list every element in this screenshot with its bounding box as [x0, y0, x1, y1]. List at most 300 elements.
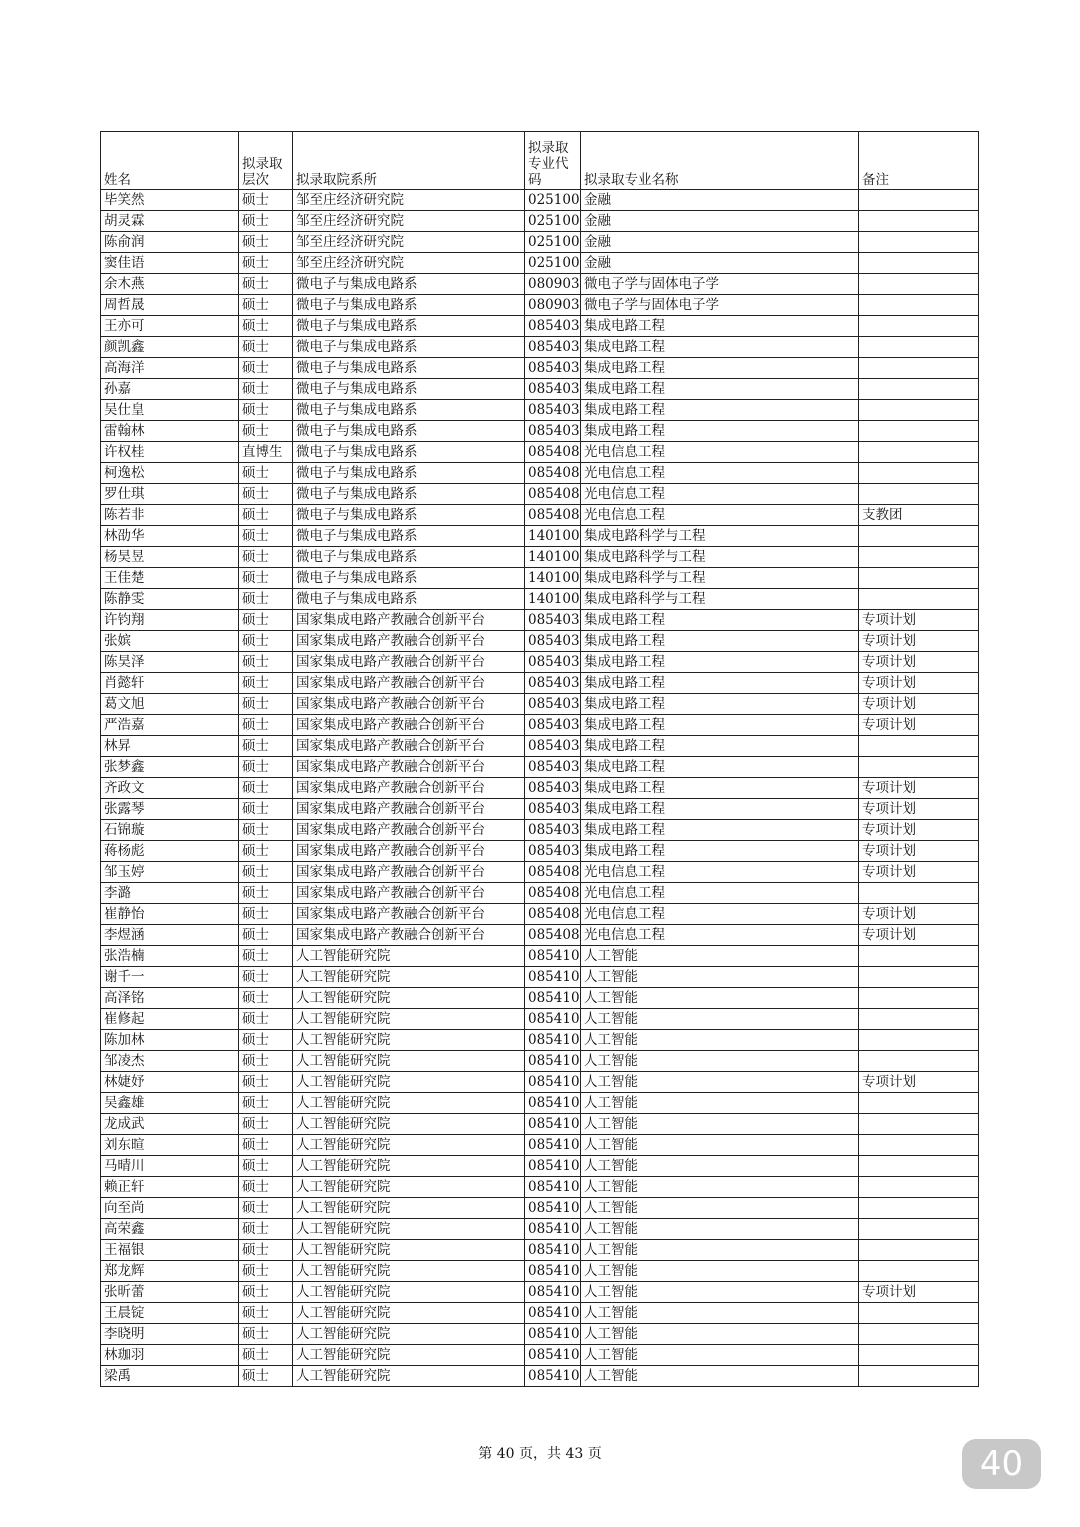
cell-dept: 人工智能研究院 — [293, 1051, 525, 1072]
table-row — [101, 1156, 979, 1177]
cell-name: 张露琴 — [101, 799, 239, 820]
cell-level: 硕士 — [239, 1156, 293, 1177]
cell-dept: 微电子与集成电路系 — [293, 337, 525, 358]
cell-name: 郑龙辉 — [101, 1261, 239, 1282]
table-row — [101, 358, 979, 379]
cell-note — [859, 358, 979, 379]
table-row — [101, 988, 979, 1009]
table-row — [101, 1051, 979, 1072]
cell-code: 085408 — [525, 862, 581, 883]
cell-level: 硕士 — [239, 1345, 293, 1366]
cell-name: 向至尚 — [101, 1198, 239, 1219]
cell-code: 085410 — [525, 1324, 581, 1345]
header-code: 拟录取专业代码 — [525, 132, 581, 190]
cell-code: 140100 — [525, 568, 581, 589]
cell-name: 陈昊泽 — [101, 652, 239, 673]
cell-note — [859, 526, 979, 547]
cell-dept: 国家集成电路产教融合创新平台 — [293, 652, 525, 673]
table-row — [101, 757, 979, 778]
cell-note — [859, 1114, 979, 1135]
cell-name: 张昕蕾 — [101, 1282, 239, 1303]
cell-level: 硕士 — [239, 694, 293, 715]
cell-note: 专项计划 — [859, 631, 979, 652]
cell-major: 人工智能 — [581, 1282, 859, 1303]
cell-code: 085403 — [525, 757, 581, 778]
table-row — [101, 232, 979, 253]
cell-code: 085410 — [525, 1366, 581, 1387]
header-level: 拟录取层次 — [239, 132, 293, 190]
cell-code: 025100 — [525, 211, 581, 232]
cell-name: 赖正轩 — [101, 1177, 239, 1198]
cell-name: 林劭华 — [101, 526, 239, 547]
cell-code: 085403 — [525, 610, 581, 631]
table-row — [101, 1030, 979, 1051]
cell-major: 人工智能 — [581, 1240, 859, 1261]
table-row — [101, 253, 979, 274]
cell-dept: 人工智能研究院 — [293, 1345, 525, 1366]
cell-dept: 微电子与集成电路系 — [293, 547, 525, 568]
cell-code: 085410 — [525, 1156, 581, 1177]
cell-major: 光电信息工程 — [581, 484, 859, 505]
cell-level: 硕士 — [239, 274, 293, 295]
cell-dept: 邹至庄经济研究院 — [293, 211, 525, 232]
table-row — [101, 715, 979, 736]
cell-level: 硕士 — [239, 316, 293, 337]
cell-note — [859, 1177, 979, 1198]
cell-dept: 微电子与集成电路系 — [293, 379, 525, 400]
cell-major: 集成电路工程 — [581, 631, 859, 652]
cell-note — [859, 1324, 979, 1345]
cell-major: 集成电路科学与工程 — [581, 589, 859, 610]
cell-major: 集成电路科学与工程 — [581, 547, 859, 568]
cell-dept: 人工智能研究院 — [293, 1114, 525, 1135]
header-row — [101, 132, 979, 190]
table-row — [101, 1177, 979, 1198]
cell-note — [859, 211, 979, 232]
cell-dept: 微电子与集成电路系 — [293, 589, 525, 610]
cell-code: 085403 — [525, 316, 581, 337]
table-row — [101, 400, 979, 421]
cell-major: 集成电路科学与工程 — [581, 526, 859, 547]
cell-level: 硕士 — [239, 1009, 293, 1030]
table-row — [101, 463, 979, 484]
cell-dept: 人工智能研究院 — [293, 967, 525, 988]
table-row — [101, 274, 979, 295]
cell-major: 集成电路工程 — [581, 379, 859, 400]
cell-dept: 人工智能研究院 — [293, 1240, 525, 1261]
cell-code: 085403 — [525, 673, 581, 694]
cell-level: 硕士 — [239, 988, 293, 1009]
header-note: 备注 — [859, 132, 979, 190]
cell-major: 金融 — [581, 211, 859, 232]
cell-dept: 微电子与集成电路系 — [293, 274, 525, 295]
cell-name: 孙嘉 — [101, 379, 239, 400]
cell-code: 085410 — [525, 1072, 581, 1093]
cell-name: 崔修起 — [101, 1009, 239, 1030]
cell-note — [859, 484, 979, 505]
cell-major: 人工智能 — [581, 988, 859, 1009]
cell-dept: 微电子与集成电路系 — [293, 505, 525, 526]
table-row — [101, 1345, 979, 1366]
table-row — [101, 547, 979, 568]
cell-code: 085410 — [525, 1051, 581, 1072]
cell-level: 硕士 — [239, 1030, 293, 1051]
cell-major: 人工智能 — [581, 1177, 859, 1198]
cell-name: 陈静雯 — [101, 589, 239, 610]
cell-note — [859, 1345, 979, 1366]
cell-name: 张梦鑫 — [101, 757, 239, 778]
cell-major: 光电信息工程 — [581, 463, 859, 484]
cell-code: 085403 — [525, 400, 581, 421]
cell-level: 硕士 — [239, 778, 293, 799]
cell-name: 张浩楠 — [101, 946, 239, 967]
cell-note — [859, 1240, 979, 1261]
cell-note — [859, 568, 979, 589]
cell-code: 085408 — [525, 904, 581, 925]
cell-note: 专项计划 — [859, 1072, 979, 1093]
cell-note — [859, 295, 979, 316]
cell-code: 085403 — [525, 778, 581, 799]
cell-code: 085410 — [525, 1114, 581, 1135]
table-row — [101, 1261, 979, 1282]
cell-name: 杨昊昱 — [101, 547, 239, 568]
cell-major: 集成电路工程 — [581, 673, 859, 694]
cell-level: 硕士 — [239, 337, 293, 358]
cell-dept: 人工智能研究院 — [293, 1324, 525, 1345]
cell-note — [859, 1219, 979, 1240]
cell-major: 集成电路工程 — [581, 421, 859, 442]
cell-dept: 国家集成电路产教融合创新平台 — [293, 820, 525, 841]
cell-level: 硕士 — [239, 547, 293, 568]
cell-code: 085410 — [525, 1198, 581, 1219]
table-row — [101, 820, 979, 841]
cell-level: 硕士 — [239, 400, 293, 421]
table-row — [101, 211, 979, 232]
table-row — [101, 799, 979, 820]
cell-level: 硕士 — [239, 1177, 293, 1198]
cell-dept: 人工智能研究院 — [293, 1198, 525, 1219]
cell-major: 人工智能 — [581, 1051, 859, 1072]
cell-note — [859, 463, 979, 484]
cell-name: 许权桂 — [101, 442, 239, 463]
cell-note — [859, 1030, 979, 1051]
table-body — [101, 190, 979, 1387]
cell-code: 085403 — [525, 358, 581, 379]
cell-dept: 邹至庄经济研究院 — [293, 232, 525, 253]
cell-level: 硕士 — [239, 799, 293, 820]
cell-name: 余木燕 — [101, 274, 239, 295]
cell-level: 硕士 — [239, 862, 293, 883]
cell-level: 硕士 — [239, 463, 293, 484]
cell-level: 硕士 — [239, 232, 293, 253]
cell-note — [859, 316, 979, 337]
cell-code: 085410 — [525, 1345, 581, 1366]
table-row — [101, 1198, 979, 1219]
cell-note — [859, 967, 979, 988]
cell-note — [859, 988, 979, 1009]
table-row — [101, 526, 979, 547]
header-name: 姓名 — [101, 132, 239, 190]
cell-level: 硕士 — [239, 841, 293, 862]
cell-note: 专项计划 — [859, 1282, 979, 1303]
cell-code: 085403 — [525, 841, 581, 862]
cell-major: 金融 — [581, 232, 859, 253]
cell-note: 专项计划 — [859, 925, 979, 946]
cell-code: 085410 — [525, 1240, 581, 1261]
cell-name: 陈加林 — [101, 1030, 239, 1051]
table-row — [101, 337, 979, 358]
cell-major: 光电信息工程 — [581, 904, 859, 925]
cell-code: 140100 — [525, 526, 581, 547]
cell-code: 085410 — [525, 1219, 581, 1240]
cell-level: 硕士 — [239, 820, 293, 841]
table-row — [101, 631, 979, 652]
cell-name: 胡灵霖 — [101, 211, 239, 232]
cell-level: 硕士 — [239, 652, 293, 673]
cell-level: 硕士 — [239, 925, 293, 946]
cell-dept: 人工智能研究院 — [293, 1093, 525, 1114]
cell-note: 专项计划 — [859, 904, 979, 925]
cell-dept: 人工智能研究院 — [293, 1072, 525, 1093]
table-row — [101, 610, 979, 631]
cell-note — [859, 232, 979, 253]
cell-code: 085410 — [525, 1093, 581, 1114]
cell-level: 硕士 — [239, 757, 293, 778]
table-row — [101, 1135, 979, 1156]
cell-major: 集成电路工程 — [581, 694, 859, 715]
table-row — [101, 673, 979, 694]
cell-major: 人工智能 — [581, 1156, 859, 1177]
cell-note: 专项计划 — [859, 778, 979, 799]
cell-major: 集成电路科学与工程 — [581, 568, 859, 589]
cell-name: 刘东暄 — [101, 1135, 239, 1156]
table-row — [101, 1114, 979, 1135]
cell-name: 罗仕琪 — [101, 484, 239, 505]
table-row — [101, 589, 979, 610]
cell-note — [859, 1261, 979, 1282]
cell-major: 人工智能 — [581, 1219, 859, 1240]
table-row — [101, 505, 979, 526]
cell-major: 人工智能 — [581, 1345, 859, 1366]
cell-code: 085403 — [525, 337, 581, 358]
cell-note — [859, 1366, 979, 1387]
table-row — [101, 1240, 979, 1261]
cell-note — [859, 253, 979, 274]
cell-major: 光电信息工程 — [581, 862, 859, 883]
cell-level: 硕士 — [239, 967, 293, 988]
cell-code: 085408 — [525, 463, 581, 484]
cell-dept: 微电子与集成电路系 — [293, 568, 525, 589]
cell-name: 谢千一 — [101, 967, 239, 988]
cell-name: 雷翰林 — [101, 421, 239, 442]
cell-dept: 国家集成电路产教融合创新平台 — [293, 694, 525, 715]
table-row — [101, 379, 979, 400]
table-row — [101, 568, 979, 589]
table-row — [101, 1324, 979, 1345]
cell-level: 硕士 — [239, 1093, 293, 1114]
cell-major: 人工智能 — [581, 1135, 859, 1156]
table-row — [101, 841, 979, 862]
cell-name: 肖懿轩 — [101, 673, 239, 694]
cell-code: 085410 — [525, 946, 581, 967]
cell-note — [859, 589, 979, 610]
cell-name: 林昇 — [101, 736, 239, 757]
cell-name: 王亦可 — [101, 316, 239, 337]
table-row — [101, 1219, 979, 1240]
cell-code: 085408 — [525, 484, 581, 505]
cell-major: 人工智能 — [581, 1366, 859, 1387]
cell-level: 硕士 — [239, 379, 293, 400]
cell-code: 085403 — [525, 820, 581, 841]
cell-dept: 国家集成电路产教融合创新平台 — [293, 862, 525, 883]
cell-level: 硕士 — [239, 1135, 293, 1156]
cell-major: 集成电路工程 — [581, 610, 859, 631]
cell-level: 硕士 — [239, 673, 293, 694]
table-row — [101, 694, 979, 715]
table-row — [101, 778, 979, 799]
cell-note — [859, 442, 979, 463]
cell-note — [859, 274, 979, 295]
cell-major: 人工智能 — [581, 1198, 859, 1219]
cell-level: 硕士 — [239, 631, 293, 652]
table-row — [101, 1303, 979, 1324]
cell-dept: 微电子与集成电路系 — [293, 421, 525, 442]
cell-code: 140100 — [525, 547, 581, 568]
cell-dept: 国家集成电路产教融合创新平台 — [293, 757, 525, 778]
cell-dept: 微电子与集成电路系 — [293, 484, 525, 505]
cell-level: 硕士 — [239, 295, 293, 316]
page-footer: 第 40 页，共 43 页 — [478, 1446, 602, 1462]
cell-code: 025100 — [525, 190, 581, 211]
cell-name: 邹玉婷 — [101, 862, 239, 883]
cell-note — [859, 1303, 979, 1324]
cell-name: 林婕妤 — [101, 1072, 239, 1093]
cell-level: 硕士 — [239, 1303, 293, 1324]
cell-major: 金融 — [581, 253, 859, 274]
table-row — [101, 190, 979, 211]
table-row — [101, 967, 979, 988]
cell-code: 085410 — [525, 967, 581, 988]
cell-name: 高荣鑫 — [101, 1219, 239, 1240]
cell-code: 025100 — [525, 253, 581, 274]
cell-level: 硕士 — [239, 1114, 293, 1135]
cell-code: 085410 — [525, 1261, 581, 1282]
cell-major: 集成电路工程 — [581, 652, 859, 673]
cell-major: 集成电路工程 — [581, 400, 859, 421]
cell-note — [859, 883, 979, 904]
cell-dept: 人工智能研究院 — [293, 1135, 525, 1156]
cell-note — [859, 1135, 979, 1156]
cell-major: 人工智能 — [581, 1261, 859, 1282]
cell-note: 专项计划 — [859, 799, 979, 820]
cell-code: 085408 — [525, 925, 581, 946]
cell-code: 085410 — [525, 1030, 581, 1051]
table-row — [101, 946, 979, 967]
cell-major: 集成电路工程 — [581, 736, 859, 757]
cell-name: 石锦璇 — [101, 820, 239, 841]
cell-major: 人工智能 — [581, 1324, 859, 1345]
cell-name: 许钧翔 — [101, 610, 239, 631]
header-major: 拟录取专业名称 — [581, 132, 859, 190]
cell-level: 硕士 — [239, 1366, 293, 1387]
cell-name: 颜凯鑫 — [101, 337, 239, 358]
cell-level: 硕士 — [239, 736, 293, 757]
cell-code: 085403 — [525, 799, 581, 820]
cell-name: 周哲晟 — [101, 295, 239, 316]
cell-name: 高海洋 — [101, 358, 239, 379]
cell-dept: 人工智能研究院 — [293, 1261, 525, 1282]
cell-name: 龙成武 — [101, 1114, 239, 1135]
cell-name: 陈俞润 — [101, 232, 239, 253]
cell-note: 专项计划 — [859, 862, 979, 883]
cell-code: 025100 — [525, 232, 581, 253]
cell-dept: 国家集成电路产教融合创新平台 — [293, 610, 525, 631]
table-row — [101, 904, 979, 925]
cell-name: 严浩嘉 — [101, 715, 239, 736]
cell-major: 人工智能 — [581, 1009, 859, 1030]
cell-name: 李煜涵 — [101, 925, 239, 946]
cell-code: 085410 — [525, 1177, 581, 1198]
cell-dept: 邹至庄经济研究院 — [293, 190, 525, 211]
cell-code: 085403 — [525, 736, 581, 757]
cell-code: 085403 — [525, 715, 581, 736]
cell-dept: 微电子与集成电路系 — [293, 526, 525, 547]
cell-note — [859, 946, 979, 967]
cell-level: 硕士 — [239, 904, 293, 925]
cell-name: 林珈羽 — [101, 1345, 239, 1366]
page-number-badge: 40 — [962, 1439, 1041, 1489]
cell-note — [859, 379, 979, 400]
cell-major: 集成电路工程 — [581, 715, 859, 736]
cell-name: 葛文旭 — [101, 694, 239, 715]
cell-name: 吴仕皇 — [101, 400, 239, 421]
cell-code: 085403 — [525, 694, 581, 715]
cell-major: 光电信息工程 — [581, 442, 859, 463]
cell-name: 毕笑然 — [101, 190, 239, 211]
cell-note — [859, 1093, 979, 1114]
cell-dept: 人工智能研究院 — [293, 1366, 525, 1387]
cell-dept: 微电子与集成电路系 — [293, 442, 525, 463]
cell-level: 硕士 — [239, 190, 293, 211]
cell-major: 集成电路工程 — [581, 337, 859, 358]
cell-level: 硕士 — [239, 1240, 293, 1261]
cell-code: 085403 — [525, 631, 581, 652]
cell-code: 085410 — [525, 988, 581, 1009]
cell-dept: 微电子与集成电路系 — [293, 316, 525, 337]
table-row — [101, 736, 979, 757]
cell-note — [859, 1009, 979, 1030]
header-dept: 拟录取院系所 — [293, 132, 525, 190]
table-row — [101, 442, 979, 463]
cell-name: 李潞 — [101, 883, 239, 904]
cell-major: 集成电路工程 — [581, 358, 859, 379]
cell-level: 直博生 — [239, 442, 293, 463]
cell-level: 硕士 — [239, 1051, 293, 1072]
table-row — [101, 925, 979, 946]
cell-note — [859, 547, 979, 568]
cell-code: 085403 — [525, 652, 581, 673]
cell-dept: 人工智能研究院 — [293, 1156, 525, 1177]
cell-dept: 微电子与集成电路系 — [293, 400, 525, 421]
cell-level: 硕士 — [239, 1282, 293, 1303]
cell-name: 梁禹 — [101, 1366, 239, 1387]
cell-level: 硕士 — [239, 610, 293, 631]
cell-dept: 国家集成电路产教融合创新平台 — [293, 778, 525, 799]
cell-note — [859, 1051, 979, 1072]
cell-code: 085410 — [525, 1282, 581, 1303]
table-row — [101, 883, 979, 904]
cell-code: 085403 — [525, 379, 581, 400]
